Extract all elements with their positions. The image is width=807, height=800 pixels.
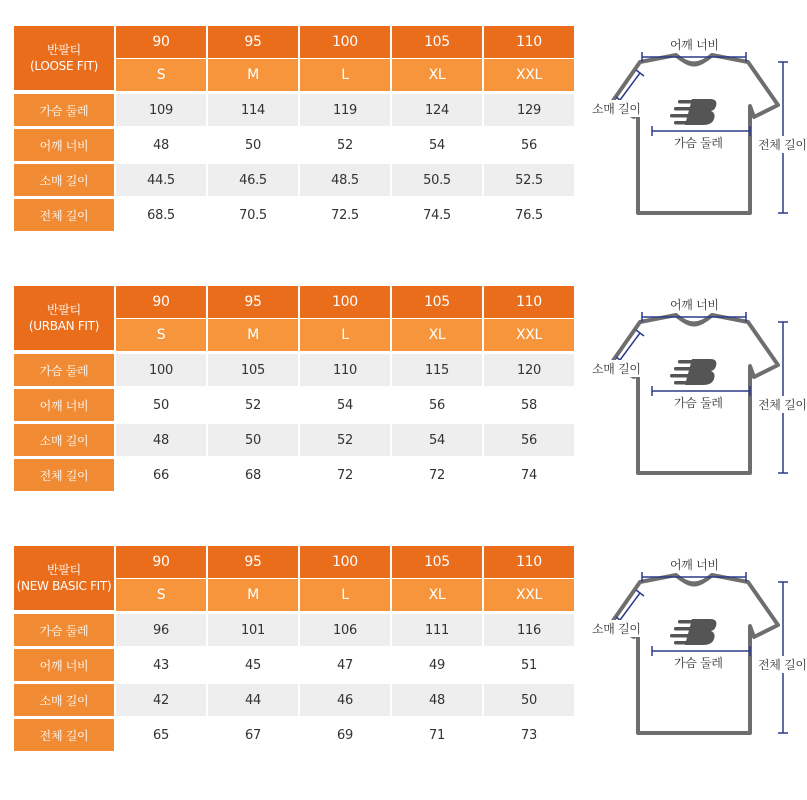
table-cell: 76.5 bbox=[484, 196, 574, 231]
table-cell: 51 bbox=[484, 646, 574, 681]
table-cell: 46 bbox=[300, 681, 390, 716]
size-number-header: 110 bbox=[484, 546, 574, 579]
row-label: 어깨 너비 bbox=[14, 646, 114, 681]
size-letter-header: XXL bbox=[484, 579, 574, 611]
fit-label: (NEW BASIC FIT) bbox=[16, 579, 112, 593]
table-cell: 54 bbox=[392, 421, 482, 456]
size-letter-header: S bbox=[116, 319, 206, 351]
table-cell: 111 bbox=[392, 611, 482, 646]
row-label: 가슴 둘레 bbox=[14, 611, 114, 646]
table-cell: 71 bbox=[392, 716, 482, 751]
size-number-header: 95 bbox=[208, 286, 298, 319]
table-cell: 50 bbox=[208, 126, 298, 161]
table-cell: 56 bbox=[484, 421, 574, 456]
table-cell: 109 bbox=[116, 91, 206, 126]
size-letter-header: M bbox=[208, 59, 298, 91]
table-cell: 129 bbox=[484, 91, 574, 126]
table-cell: 65 bbox=[116, 716, 206, 751]
table-row-total-length bbox=[14, 456, 574, 491]
table-cell: 101 bbox=[208, 611, 298, 646]
size-letter-header: XXL bbox=[484, 59, 574, 91]
shoulder-width-label: 어깨 너비 bbox=[670, 558, 719, 572]
table-cell: 46.5 bbox=[208, 161, 298, 196]
table-cell: 67 bbox=[208, 716, 298, 751]
table-row-chest bbox=[14, 91, 574, 126]
table-cell: 66 bbox=[116, 456, 206, 491]
table-cell: 43 bbox=[116, 646, 206, 681]
table-cell: 48 bbox=[392, 681, 482, 716]
total-length-label: 전체 길이 bbox=[758, 138, 807, 152]
product-title: 반팔티 bbox=[47, 563, 81, 577]
table-cell: 54 bbox=[392, 126, 482, 161]
table-row-sleeve bbox=[14, 681, 574, 716]
size-number-header: 90 bbox=[116, 26, 206, 59]
row-label: 소매 길이 bbox=[14, 681, 114, 716]
size-chart-section-urban-fit bbox=[0, 260, 807, 483]
sleeve-length-label: 소매 길이 bbox=[592, 362, 641, 376]
table-cell: 52.5 bbox=[484, 161, 574, 196]
row-label: 어깨 너비 bbox=[14, 386, 114, 421]
table-cell: 114 bbox=[208, 91, 298, 126]
table-cell: 52 bbox=[208, 386, 298, 421]
table-cell: 54 bbox=[300, 386, 390, 421]
table-row-shoulder bbox=[14, 126, 574, 161]
size-number-header: 105 bbox=[392, 26, 482, 59]
size-number-header: 105 bbox=[392, 286, 482, 319]
row-label: 가슴 둘레 bbox=[14, 351, 114, 386]
size-letter-header: S bbox=[116, 579, 206, 611]
product-title: 반팔티 bbox=[47, 43, 81, 57]
table-cell: 50 bbox=[116, 386, 206, 421]
table-cell: 72 bbox=[392, 456, 482, 491]
table-title-cell bbox=[14, 286, 114, 351]
row-label: 전체 길이 bbox=[14, 196, 114, 231]
row-label: 전체 길이 bbox=[14, 456, 114, 491]
table-cell: 49 bbox=[392, 646, 482, 681]
new-balance-logo-icon bbox=[670, 359, 716, 385]
table-cell: 45 bbox=[208, 646, 298, 681]
size-table bbox=[12, 546, 576, 751]
chest-label: 가슴 둘레 bbox=[674, 396, 723, 410]
table-cell: 42 bbox=[116, 681, 206, 716]
table-cell: 120 bbox=[484, 351, 574, 386]
table-cell: 106 bbox=[300, 611, 390, 646]
size-number-header: 100 bbox=[300, 286, 390, 319]
size-chart-section-new-basic-fit bbox=[0, 520, 807, 743]
tshirt-measurement-diagram bbox=[582, 0, 807, 210]
table-cell: 44.5 bbox=[116, 161, 206, 196]
size-chart-section-loose-fit bbox=[0, 0, 807, 223]
size-number-header: 110 bbox=[484, 26, 574, 59]
table-row-sleeve bbox=[14, 421, 574, 456]
table-row-total-length bbox=[14, 196, 574, 231]
table-cell: 110 bbox=[300, 351, 390, 386]
size-letter-header: L bbox=[300, 319, 390, 351]
size-table bbox=[12, 286, 576, 491]
table-cell: 48.5 bbox=[300, 161, 390, 196]
table-row-shoulder bbox=[14, 646, 574, 681]
new-balance-logo-icon bbox=[670, 99, 716, 125]
table-row-sleeve bbox=[14, 161, 574, 196]
table-cell: 56 bbox=[392, 386, 482, 421]
sleeve-length-label: 소매 길이 bbox=[592, 102, 641, 116]
sleeve-length-label: 소매 길이 bbox=[592, 622, 641, 636]
row-label: 전체 길이 bbox=[14, 716, 114, 751]
shoulder-width-label: 어깨 너비 bbox=[670, 38, 719, 52]
table-cell: 70.5 bbox=[208, 196, 298, 231]
table-cell: 52 bbox=[300, 421, 390, 456]
row-label: 가슴 둘레 bbox=[14, 91, 114, 126]
size-number-header: 95 bbox=[208, 546, 298, 579]
table-cell: 96 bbox=[116, 611, 206, 646]
shoulder-width-label: 어깨 너비 bbox=[670, 298, 719, 312]
total-length-label: 전체 길이 bbox=[758, 658, 807, 672]
size-number-header: 90 bbox=[116, 286, 206, 319]
size-letter-header: XL bbox=[392, 319, 482, 351]
size-letter-header: S bbox=[116, 59, 206, 91]
row-label: 어깨 너비 bbox=[14, 126, 114, 161]
new-balance-logo-icon bbox=[670, 619, 716, 645]
size-letter-header: L bbox=[300, 579, 390, 611]
table-title-cell bbox=[14, 26, 114, 91]
table-row-chest bbox=[14, 351, 574, 386]
table-cell: 74.5 bbox=[392, 196, 482, 231]
size-table bbox=[12, 26, 576, 231]
size-number-header: 100 bbox=[300, 26, 390, 59]
tshirt-measurement-diagram bbox=[582, 260, 807, 470]
table-cell: 72 bbox=[300, 456, 390, 491]
table-cell: 115 bbox=[392, 351, 482, 386]
table-cell: 124 bbox=[392, 91, 482, 126]
table-cell: 56 bbox=[484, 126, 574, 161]
table-cell: 72.5 bbox=[300, 196, 390, 231]
size-letter-header: M bbox=[208, 579, 298, 611]
table-cell: 74 bbox=[484, 456, 574, 491]
chest-label: 가슴 둘레 bbox=[674, 656, 723, 670]
table-cell: 47 bbox=[300, 646, 390, 681]
table-title-cell bbox=[14, 546, 114, 611]
table-cell: 58 bbox=[484, 386, 574, 421]
size-letter-header: L bbox=[300, 59, 390, 91]
table-cell: 119 bbox=[300, 91, 390, 126]
row-label: 소매 길이 bbox=[14, 161, 114, 196]
table-cell: 105 bbox=[208, 351, 298, 386]
tshirt-measurement-diagram bbox=[582, 520, 807, 730]
table-cell: 73 bbox=[484, 716, 574, 751]
table-cell: 116 bbox=[484, 611, 574, 646]
chest-label: 가슴 둘레 bbox=[674, 136, 723, 150]
total-length-label: 전체 길이 bbox=[758, 398, 807, 412]
size-letter-header: M bbox=[208, 319, 298, 351]
table-row-shoulder bbox=[14, 386, 574, 421]
table-cell: 48 bbox=[116, 421, 206, 456]
product-title: 반팔티 bbox=[47, 303, 81, 317]
table-cell: 48 bbox=[116, 126, 206, 161]
table-cell: 68 bbox=[208, 456, 298, 491]
table-row-total-length bbox=[14, 716, 574, 751]
table-cell: 100 bbox=[116, 351, 206, 386]
table-row-chest bbox=[14, 611, 574, 646]
size-number-header: 110 bbox=[484, 286, 574, 319]
table-cell: 50.5 bbox=[392, 161, 482, 196]
table-cell: 50 bbox=[484, 681, 574, 716]
size-number-header: 105 bbox=[392, 546, 482, 579]
size-number-header: 90 bbox=[116, 546, 206, 579]
table-cell: 50 bbox=[208, 421, 298, 456]
table-cell: 44 bbox=[208, 681, 298, 716]
fit-label: (URBAN FIT) bbox=[28, 319, 100, 333]
size-letter-header: XL bbox=[392, 579, 482, 611]
size-letter-header: XL bbox=[392, 59, 482, 91]
table-cell: 52 bbox=[300, 126, 390, 161]
fit-label: (LOOSE FIT) bbox=[30, 59, 98, 73]
table-cell: 68.5 bbox=[116, 196, 206, 231]
table-cell: 69 bbox=[300, 716, 390, 751]
size-number-header: 100 bbox=[300, 546, 390, 579]
row-label: 소매 길이 bbox=[14, 421, 114, 456]
size-number-header: 95 bbox=[208, 26, 298, 59]
size-letter-header: XXL bbox=[484, 319, 574, 351]
